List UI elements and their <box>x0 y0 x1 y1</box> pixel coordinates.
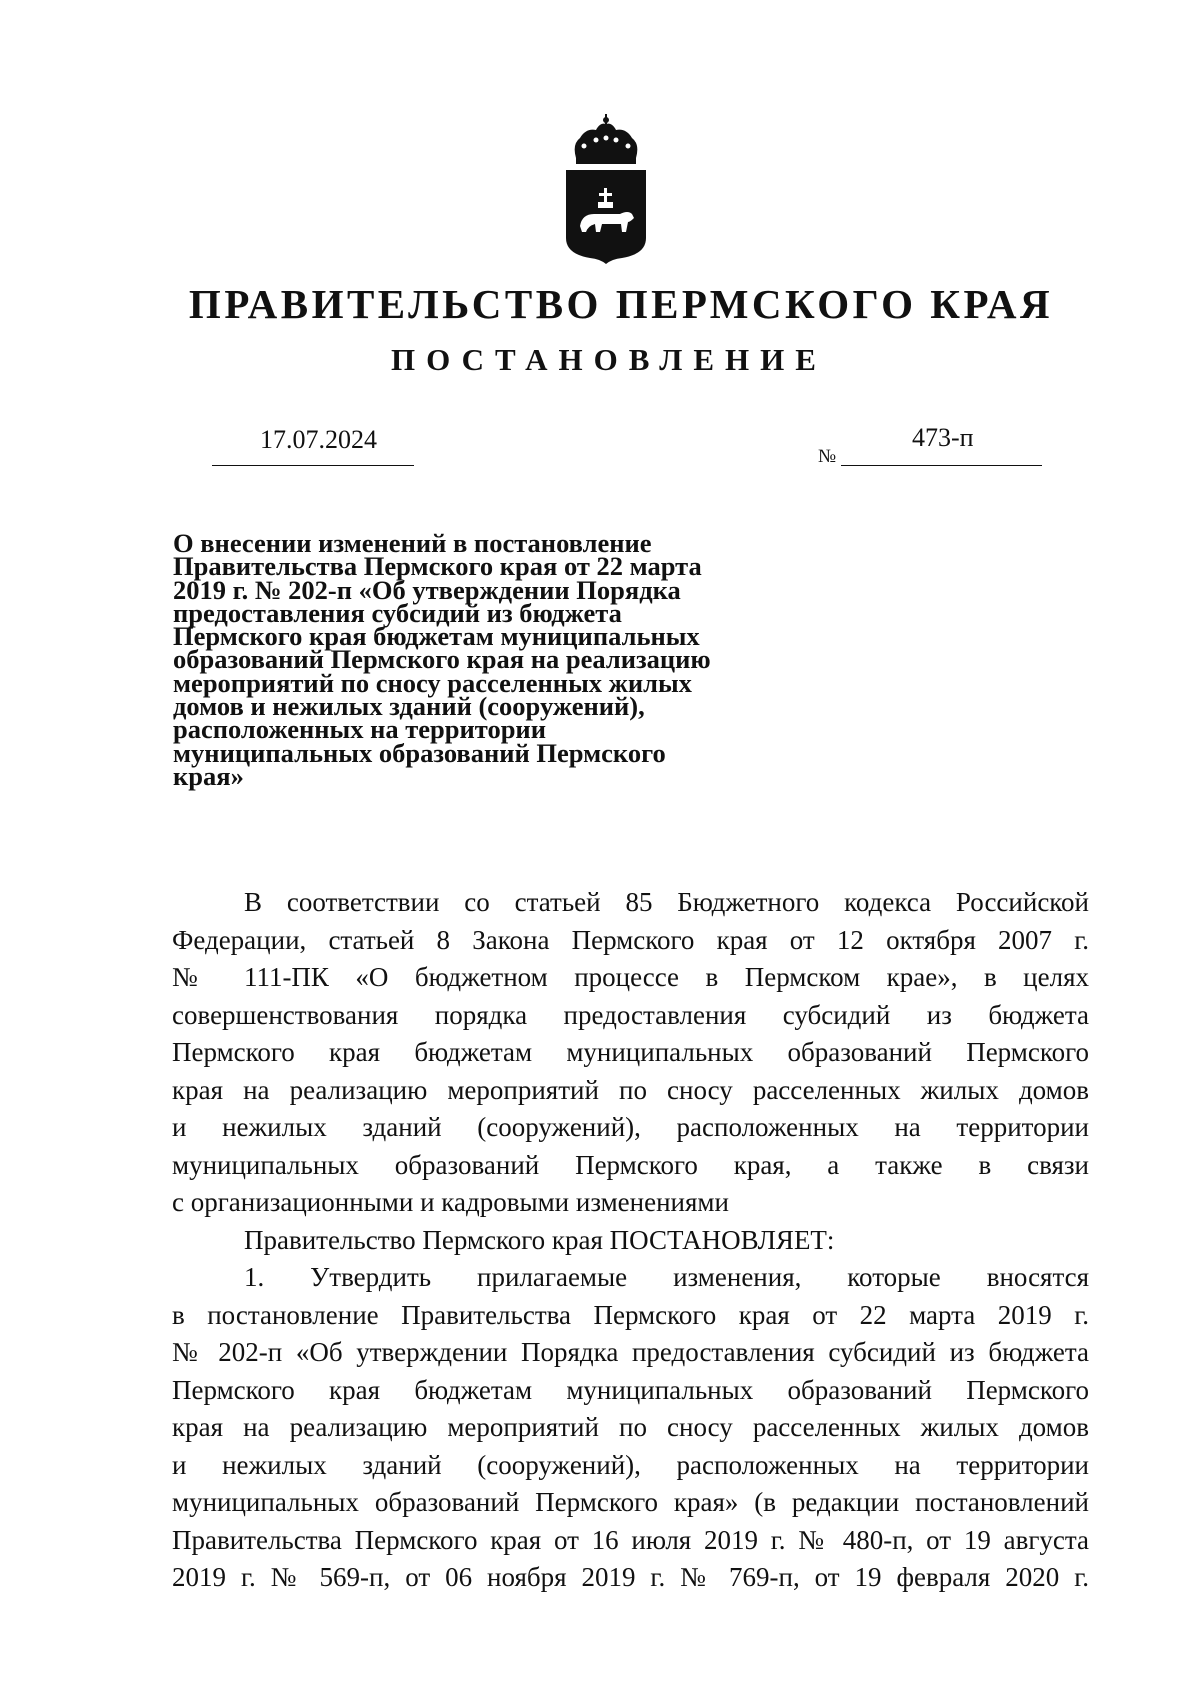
subject-line: мероприятий по сносу расселенных жилых <box>173 667 692 698</box>
body-line: № 202-п «Об утверждении Порядка предоставления субсидий из бюджета <box>172 1337 1089 1367</box>
body-line: 1. Утвердить прилагаемые изменения, которые вносятся <box>244 1262 1089 1292</box>
document-type-heading: ПОСТАНОВЛЕНИЕ <box>391 342 827 377</box>
subject-line: края» <box>173 760 244 791</box>
organization-title: ПРАВИТЕЛЬСТВО ПЕРМСКОГО КРАЯ <box>188 281 1054 327</box>
body-line: муниципальных образований Пермского края» (в редакции постановлений <box>172 1487 1089 1517</box>
body-line: и нежилых зданий (сооружений), расположенных на территории <box>172 1449 1089 1480</box>
subject-line: домов и нежилых зданий (сооружений), <box>173 691 645 722</box>
subject-line: предоставления субсидий из бюджета <box>173 597 622 628</box>
body-line: Пермского края бюджетам муниципальных образований Пермского <box>172 1037 1089 1067</box>
subject-line: образований Пермского края на реализацию <box>173 644 711 675</box>
body-line: совершенствования порядка предоставления субсидий из бюджета <box>172 999 1089 1030</box>
document-date: 17.07.2024 <box>260 425 377 454</box>
subject-line: муниципальных образований Пермского <box>173 737 666 768</box>
document-body <box>172 884 1089 1597</box>
document-subject <box>173 528 773 791</box>
body-line: 2019 г. № 569-п, от 06 ноября 2019 г. № 769-п, от 19 февраля 2020 г. <box>172 1562 1089 1592</box>
body-line: Правительство Пермского края ПОСТАНОВЛЯЕТ: <box>244 1224 835 1255</box>
subject-line: Правительства Пермского края от 22 марта <box>173 551 702 582</box>
perm-krai-coat-of-arms-icon <box>562 114 650 264</box>
subject-line: Пермского края бюджетам муниципальных <box>173 621 700 652</box>
body-line: В соответствии со статьей 85 Бюджетного кодекса Российской <box>244 887 1089 917</box>
body-line: и нежилых зданий (сооружений), расположенных на территории <box>172 1112 1089 1142</box>
body-line: Федерации, статьей 8 Закона Пермского края от 12 октября 2007 г. <box>172 924 1089 955</box>
body-line: края на реализацию мероприятий по сносу расселенных жилых домов <box>172 1412 1089 1442</box>
subject-line: 2019 г. № 202-п «Об утверждении Порядка <box>173 574 681 605</box>
subject-line: расположенных на территории <box>173 714 546 745</box>
number-sign: № <box>818 446 837 467</box>
body-line: Правительства Пермского края от 16 июля 2019 г. № 480-п, от 19 августа <box>172 1524 1089 1555</box>
body-line: № 111-ПК «О бюджетном процессе в Пермском крае», в целях <box>172 962 1089 992</box>
body-line: муниципальных образований Пермского края, а также в связи <box>172 1149 1089 1180</box>
subject-line: О внесении изменений в постановление <box>173 528 652 558</box>
document-number: 473-п <box>912 423 974 452</box>
date-underline <box>212 465 414 466</box>
body-line: в постановление Правительства Пермского края от 22 марта 2019 г. <box>172 1299 1089 1330</box>
body-line: края на реализацию мероприятий по сносу расселенных жилых домов <box>172 1074 1089 1105</box>
body-line: Пермского края бюджетам муниципальных образований Пермского <box>172 1374 1089 1405</box>
number-underline <box>841 465 1042 466</box>
body-line: с организационными и кадровыми изменениями <box>172 1187 729 1217</box>
